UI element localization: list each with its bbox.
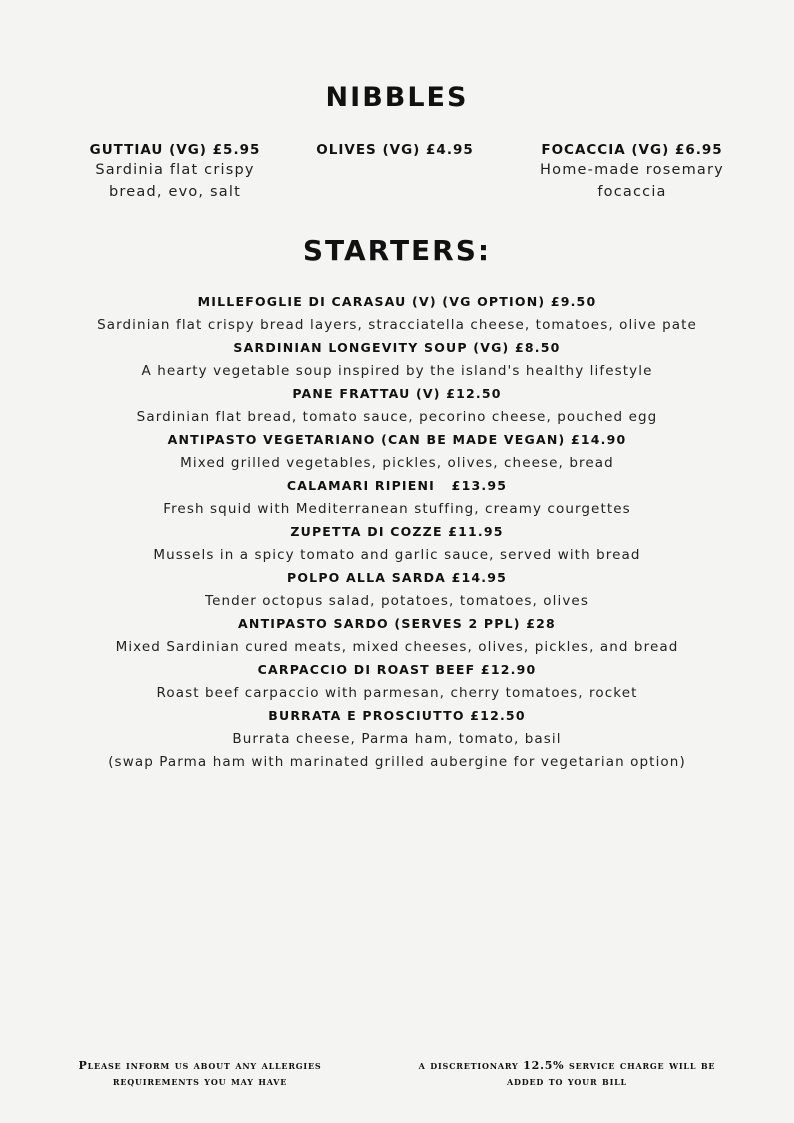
starter-name: CALAMARI RIPIENI £13.95 [286, 478, 508, 493]
allergy-notice-line: Please inform us about any allergies [78, 1059, 322, 1072]
starter-name: ZUPETTA DI COZZE £11.95 [290, 524, 504, 539]
nibble-description-line: focaccia [597, 184, 667, 200]
nibble-name: OLIVES (VG) £4.95 [316, 142, 474, 158]
allergy-notice-line: requirements you may have [112, 1075, 288, 1088]
service-charge-notice [392, 1058, 742, 1090]
starter-description: Mussels in a spicy tomato and garlic sauce, served with bread [153, 547, 641, 563]
nibble-item-guttiau [75, 142, 275, 202]
starter-description: A hearty vegetable soup inspired by the island's healthy lifestyle [141, 363, 653, 379]
starter-name: ANTIPASTO VEGETARIANO (CAN BE MADE VEGAN) £14.90 [167, 432, 627, 447]
service-charge-line: a discretionary 12.5% service charge will be [418, 1059, 716, 1072]
starter-description: Mixed Sardinian cured meats, mixed cheeses, olives, pickles, and bread [115, 639, 679, 655]
allergy-notice [50, 1058, 350, 1090]
starter-note: (swap Parma ham with marinated grilled aubergine for vegetarian option) [108, 754, 686, 770]
starter-description: Mixed grilled vegetables, pickles, olives, cheese, bread [180, 455, 614, 471]
starter-description: Roast beef carpaccio with parmesan, cherry tomatoes, rocket [156, 685, 638, 701]
nibble-description-line: Sardinia flat crispy [95, 162, 255, 178]
nibbles-heading: NIBBLES [325, 82, 469, 113]
starters-list [0, 291, 794, 774]
starters-heading: STARTERS: [302, 234, 492, 267]
nibble-name: FOCACCIA (VG) £6.95 [541, 142, 723, 158]
starter-name: SARDINIAN LONGEVITY SOUP (VG) £8.50 [233, 340, 561, 355]
starter-name: BURRATA E PROSCIUTTO £12.50 [268, 708, 526, 723]
starter-description: Fresh squid with Mediterranean stuffing, creamy courgettes [163, 501, 631, 517]
starter-name: MILLEFOGLIE DI CARASAU (V) (VG OPTION) £9.50 [197, 294, 597, 309]
starter-description: Burrata cheese, Parma ham, tomato, basil [232, 731, 562, 747]
starter-description: Sardinian flat crispy bread layers, stracciatella cheese, tomatoes, olive pate [97, 317, 697, 333]
starter-name: PANE FRATTAU (V) £12.50 [292, 386, 502, 401]
nibble-description-line: Home-made rosemary [540, 162, 724, 178]
nibble-name: GUTTIAU (VG) £5.95 [89, 142, 261, 158]
starter-name: ANTIPASTO SARDO (SERVES 2 PPL) £28 [238, 616, 556, 631]
starter-description: Tender octopus salad, potatoes, tomatoes, olives [205, 593, 589, 609]
service-charge-line: added to your bill [507, 1075, 627, 1088]
starter-name: POLPO ALLA SARDA £14.95 [286, 570, 508, 585]
starter-description: Sardinian flat bread, tomato sauce, pecorino cheese, pouched egg [136, 409, 658, 425]
starter-name: CARPACCIO DI ROAST BEEF £12.90 [257, 662, 537, 677]
nibble-item-olives [295, 142, 495, 158]
nibble-item-focaccia [532, 142, 732, 202]
nibble-description-line: bread, evo, salt [108, 184, 242, 200]
